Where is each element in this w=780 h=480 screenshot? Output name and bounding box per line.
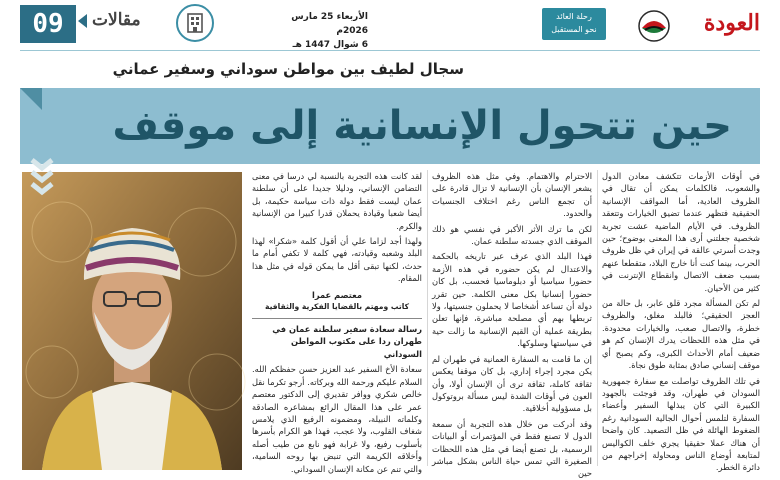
portrait-photo — [22, 172, 242, 470]
paragraph: الاحترام والاهتمام. وفي مثل هذه الظروف يشعر الإنسان بأن الإنسانية لا تزال قادرة على أن تجمع الناس رغم اختلاف الجنسيات والحدود. — [432, 171, 592, 219]
chevrons-down-icon — [28, 156, 56, 200]
paragraph: لم تكن المسألة مجرد قلق عابر، بل حالة من العجز الحقيقي؛ فالبلد مغلق، والظروف خطرة، والاتصال صعب، والخيارات محدودة. في مثل هذه اللحظات يدرك الإنسان كم هو ضعيف أمام الأحداث الكبرى، وكم يصبح أي موقف إنساني صادق بمثابة طوق نجاة. — [602, 298, 760, 371]
paragraph: إن ما قامت به السفارة العمانية في طهران لم يكن مجرد إجراء إداري، بل كان موقفا يعكس ثقافة كاملة، ثقافة ترى أن الإنسان أولا، وأن العون في أوقات الشدة ليس مسألة بروتوكول بل مسؤولية أخلاقية. — [432, 353, 592, 414]
paragraph: وقد أدركت من خلال هذه التجربة أن سمعة الدول لا تصنع فقط في المؤتمرات أو البيانات الرسمية، بل تصنع أيضا في مثل هذه اللحظات الصغيرة التي تمس حياة الناس بشكل مباشر حين — [432, 418, 592, 479]
logo-emblem-icon — [634, 8, 674, 44]
slogan-badge — [542, 8, 606, 40]
column-divider — [427, 170, 428, 466]
masthead-divider — [20, 50, 760, 51]
paragraph: ولهذا أجد لزاما علي أن أقول كلمة «شكرا» لهذا البلد وشعبه وقيادته، فهي كلمة لا تكفي أمام ما حدث، لكنها تبقى أقل ما يمكن قوله في مثل هذا المقام. — [252, 236, 422, 284]
building-icon-glyph — [178, 6, 212, 40]
article-column-2 — [432, 170, 592, 479]
page-number: 09 — [20, 5, 76, 43]
issue-date — [258, 10, 368, 52]
section-divider — [252, 318, 422, 319]
paragraph: لكن ما ترك الأثر الأكبر في نفسي هو ذلك الموقف الذي جسدته سلطنة عمان. — [432, 223, 592, 247]
paragraph: فهذا البلد الذي عرف عبر تاريخه بالحكمة والاعتدال لم يكن حضوره في هذه الأزمة حضورا سياسيا أو دبلوماسيا فحسب، بل كان حضورا إنسانيا بكل معنى الكلمة. حين تقرر دولة أن تساعد أشخاصا لا يحملون جنسيتها، ولا تربطها بهم أي مصلحة مباشرة، فإنها تعلن بطريقة عملية أن القيم الإنسانية ما زالت حية في سياستها وسلوكها. — [432, 251, 592, 349]
slogan-line-2: نحو المستقبل — [551, 25, 597, 34]
building-icon — [176, 4, 214, 42]
date-hijri: 6 شوال 1447 هـ — [292, 40, 368, 50]
article-headline: حين تتحول الإنسانية إلى موقف — [112, 103, 732, 149]
article-column-3 — [252, 170, 422, 474]
author-title: كاتب ومهتم بالقضايا الفكرية والثقافية — [264, 302, 410, 312]
reply-body: سعادة الأخ السفير عبد العزيز حسن حفظكم الله. السلام عليكم ورحمة الله وبركاته. أرجو تكرما نقل خالص شكري ووافر تقديري إلى الدكتور معتصم عمر على هذا المقال الرائع بمشاعره الصادقة وكلماته النبيلة، ومضمونه الرفيع الذي يلامس شغاف القلوب، ولا عجب، فهذا هو الكرام بأسرها بأسلوب رفيع، ولا غرابة فهو نابع من طيب أصله وأخلاقه الكريمة التي تنبض بها روحه السامية، والتي تنم عن مكانة الإنسان السوداني. — [252, 364, 422, 474]
paragraph: في أوقات الأزمات تتكشف معادن الدول والشعوب، فالكلمات يمكن أن تقال في الظروف العادية، أما المواقف الإنسانية الحقيقية فتظهر عندما تضيق الخيارات وتتعقد الظروف. في الأيام الماضية عشت تجربة شخصية جعلتني أرى هذا المعنى بوضوح؛ حين وجدت أسرتي عالقة في إيران في ظل ظروف الحرب، بينما كنت أنا خارج البلاد، متقطعا عنهم بسبب ضعف الاتصال وانقطاع الإنترنت في كثير من الأحيان. — [602, 171, 760, 293]
logo-text: العودة — [703, 10, 760, 36]
chevron-left-icon — [78, 14, 87, 28]
author-name: معتصم عمرا — [311, 289, 362, 300]
reply-heading: رسالة سعادة سفير سلطنة عمان في طهران ردا على مكتوب المواطن السوداني — [272, 324, 422, 359]
slogan-line-1: رحلة العائد — [556, 12, 592, 21]
section-title[interactable]: مقالات — [92, 10, 141, 30]
article-column-1 — [602, 170, 760, 473]
headline-corner — [20, 88, 42, 110]
column-divider — [597, 170, 598, 466]
paragraph: في تلك الظروف تواصلت مع سفارة جمهورية السودان في طهران، وقد فوجئت بالجهود الكبيرة التي كان يبذلها السفير وأعضاء السفارة لتلمس أحوال الجالية السودانية رغم الضغوط الهائلة في ظل التصعيد. كان واضحا أن هناك عملا حقيقيا يجري خلف الكواليس لمتابعة أوضاع الناس ومحاولة إخراجهم من دائرة الخطر. — [602, 375, 760, 473]
date-gregorian: الأربعاء 25 مارس 2026م — [291, 12, 368, 36]
article-kicker: سجال لطيف بين مواطن سوداني وسفير عماني — [112, 60, 464, 78]
portrait-illustration — [22, 172, 242, 470]
newspaper-logo[interactable] — [590, 6, 760, 46]
paragraph: لقد كانت هذه التجربة بالنسبة لي درسا في معنى التضامن الإنساني، ودليلا جديدا على أن سلطنة عمان ليست فقط دولة ذات سياسة حكيمة، بل أيضا شعبا وقيادة يحملان قدرا كبيرا من الإنسانية والكرم. — [252, 171, 422, 231]
